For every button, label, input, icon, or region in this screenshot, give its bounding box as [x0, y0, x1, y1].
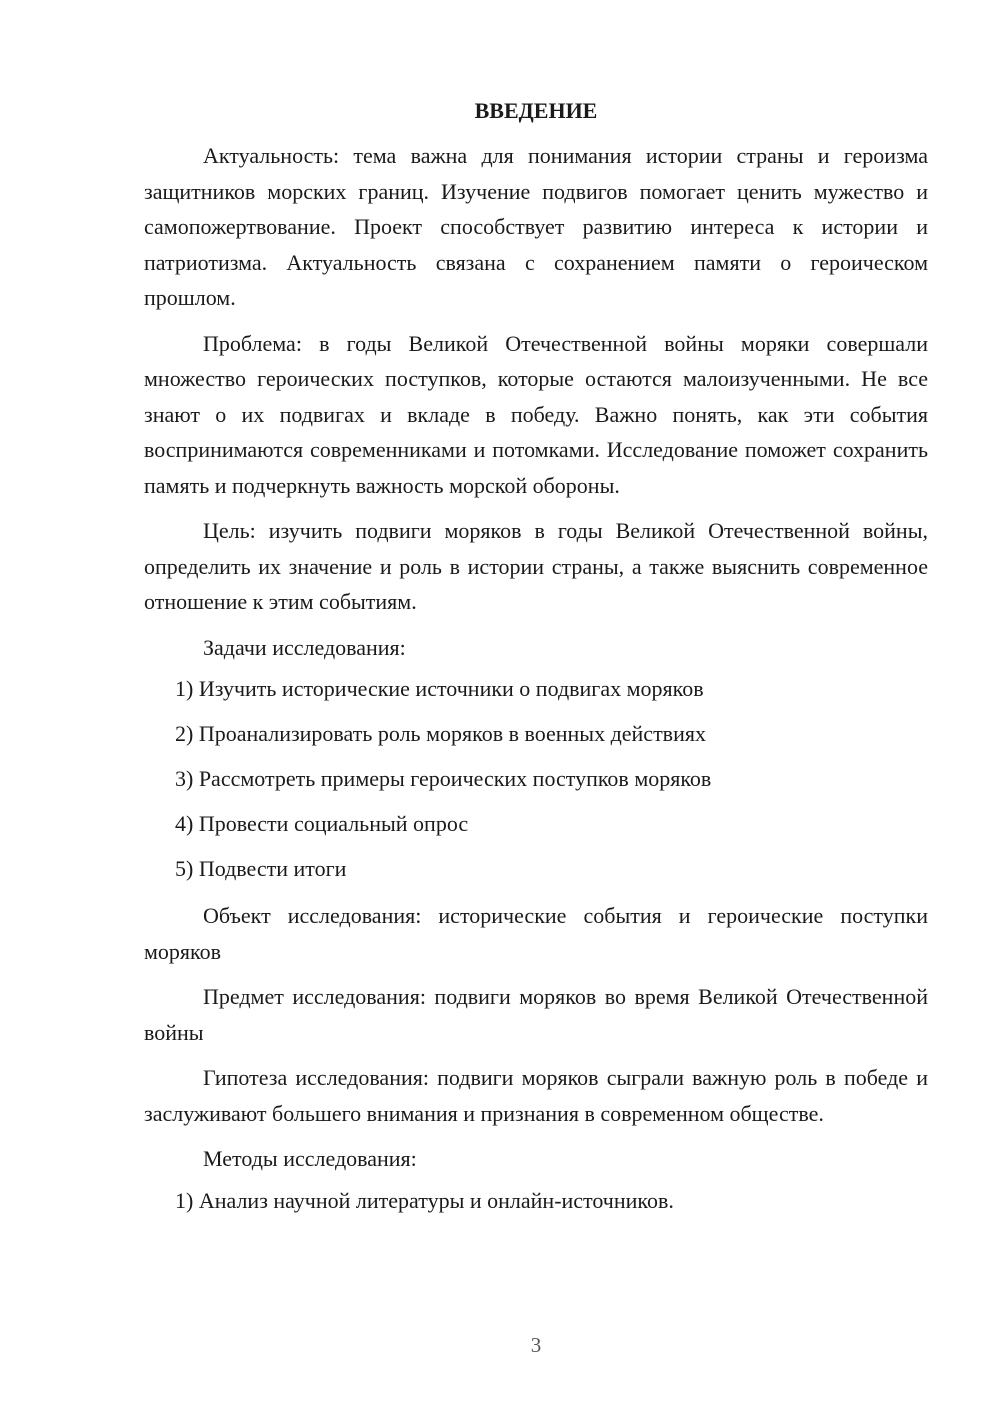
- document-page: [144, 96, 928, 1230]
- object-paragraph: Объект исследования: исторические события и героические поступки моряков: [144, 903, 928, 964]
- relevance-paragraph: Актуальность: тема важна для понимания истории страны и героизма защитников морских границ. Изучение подвигов помогает ценить мужество и самопожертвование. Проект способствует развитию интереса к истории и патриотизма. Актуальность связана с сохранением памяти о героическом прошлом.: [144, 143, 928, 310]
- page-number-text: 3: [530, 1333, 542, 1357]
- problem-paragraph: Проблема: в годы Великой Отечественной войны моряки совершали множество героических поступков, которые остаются малоизученными. Не все знают о их подвигах и вкладе в победу. Важно понять, как эти события воспринимаются современниками и потомками. Исследование поможет сохранить память и подчеркнуть важность морской обороны.: [144, 330, 928, 498]
- methods-heading: Методы исследования:: [203, 1146, 417, 1171]
- section-title: ВВЕДЕНИЕ: [474, 98, 598, 123]
- goal-paragraph: Цель: изучить подвиги моряков в годы Великой Отечественной войны, определить их значение и роль в истории страны, а также выяснить современное отношение к этим событиям.: [144, 518, 928, 614]
- page-number: [72, 1333, 1000, 1358]
- list-item: 3) Рассмотреть примеры героических поступков моряков: [175, 766, 712, 791]
- subject-paragraph: Предмет исследования: подвиги моряков во время Великой Отечественной войны: [144, 984, 928, 1045]
- list-item: 1) Анализ научной литературы и онлайн-источников.: [175, 1187, 674, 1213]
- hypothesis-paragraph: Гипотеза исследования: подвиги моряков сыграли важную роль в победе и заслуживают большего внимания и признания в современном обществе.: [144, 1065, 928, 1126]
- list-item: 5) Подвести итоги: [175, 856, 347, 881]
- methods-list: [144, 1185, 928, 1230]
- list-item: 2) Проанализировать роль моряков в военных действиях: [175, 721, 706, 746]
- tasks-heading: Задачи исследования:: [203, 634, 406, 660]
- list-item: 1) Изучить исторические источники о подвигах моряков: [175, 676, 704, 701]
- tasks-list: [144, 673, 928, 898]
- list-item: 4) Провести социальный опрос: [175, 811, 469, 836]
